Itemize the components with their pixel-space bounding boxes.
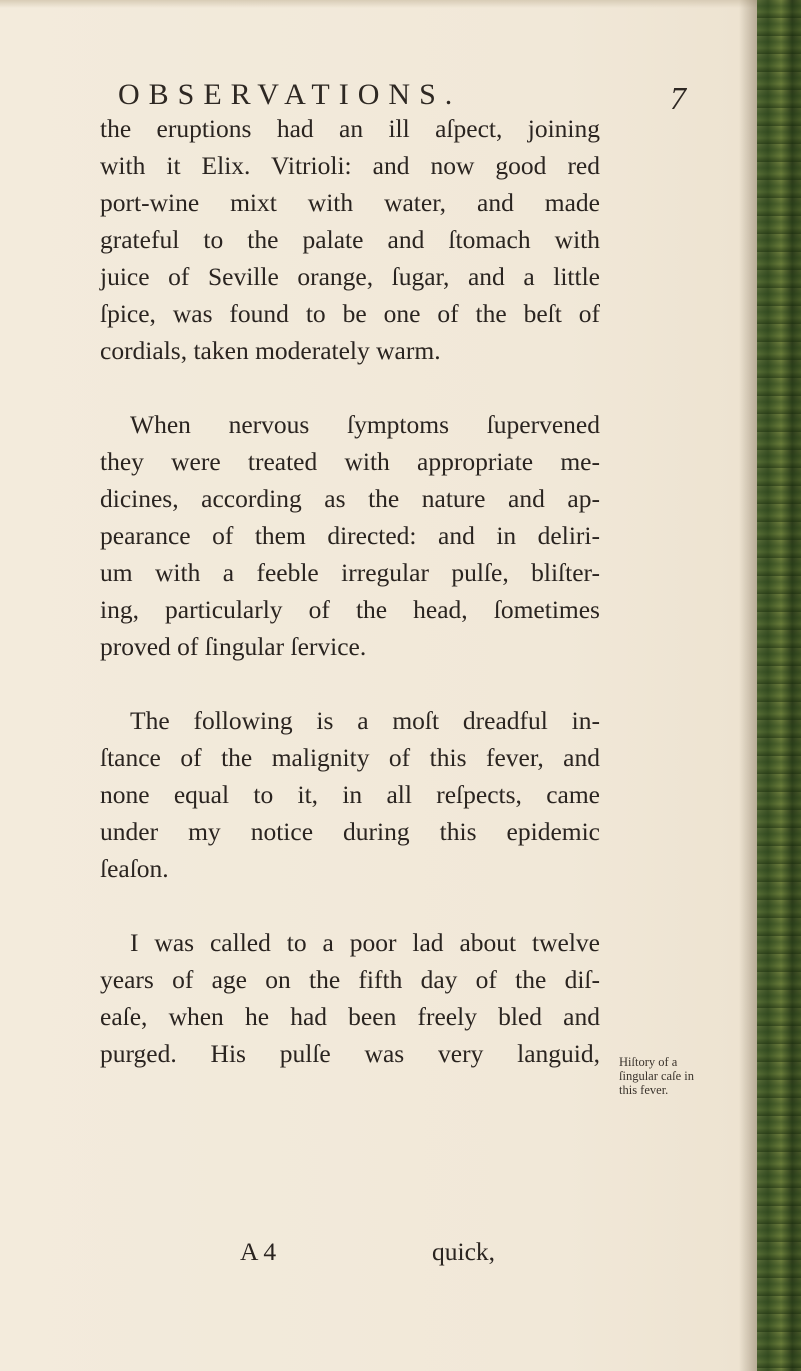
catchword: quick,: [432, 1237, 496, 1266]
text-line: the eruptions had an ill aſpect, joining: [100, 114, 600, 143]
page-top-edge: [0, 0, 760, 8]
text-line: none equal to it, in all reſpects, came: [100, 780, 600, 809]
text-line: grateful to the palate and ſtomach with: [100, 225, 600, 254]
page-footer: [100, 1237, 600, 1275]
body-text: [100, 110, 600, 1109]
text-line: dicines, according as the nature and ap-: [100, 484, 600, 513]
margin-note-line: Hiſtory of a: [619, 1055, 678, 1069]
text-line: ſeaſon.: [100, 854, 169, 883]
text-line: eaſe, when he had been freely bled and: [100, 1002, 600, 1031]
paragraph-1: [100, 110, 600, 369]
signature-mark: A 4: [240, 1237, 277, 1266]
text-line: they were treated with appropriate me-: [100, 447, 600, 476]
paragraph-2: [100, 406, 600, 665]
text-line: um with a feeble irregular pulſe, bliſter-: [100, 558, 600, 587]
text-line: juice of Seville orange, ſugar, and a little: [100, 262, 600, 291]
margin-note: [619, 1055, 709, 1097]
text-line: The following is a moſt dreadful in-: [130, 706, 600, 735]
text-line: I was called to a poor lad about twelve: [130, 928, 600, 957]
margin-note-line: this fever.: [619, 1083, 669, 1097]
running-head: OBSERVATIONS.: [118, 78, 462, 111]
margin-note-line: ſingular caſe in: [619, 1069, 694, 1083]
text-line: under my notice during this epidemic: [100, 817, 600, 846]
book-binding: [757, 0, 801, 1371]
text-line: years of age on the fifth day of the diſ-: [100, 965, 600, 994]
paragraph-4: [100, 924, 600, 1072]
text-line: ſpice, was found to be one of the beſt of: [100, 299, 600, 328]
text-line: purged. His pulſe was very languid,: [100, 1039, 600, 1068]
page-number: 7: [670, 80, 686, 116]
text-line: cordials, taken moderately warm.: [100, 336, 441, 365]
text-line: ſtance of the malignity of this fever, and: [100, 743, 600, 772]
paragraph-3: [100, 702, 600, 887]
text-line: ing, particularly of the head, ſometimes: [100, 595, 600, 624]
text-line: When nervous ſymptoms ſupervened: [130, 410, 600, 439]
text-line: proved of ſingular ſervice.: [100, 632, 367, 661]
text-line: with it Elix. Vitrioli: and now good red: [100, 151, 600, 180]
binding-shadow: [739, 0, 757, 1371]
text-line: pearance of them directed: and in deliri-: [100, 521, 600, 550]
text-line: port-wine mixt with water, and made: [100, 188, 600, 217]
